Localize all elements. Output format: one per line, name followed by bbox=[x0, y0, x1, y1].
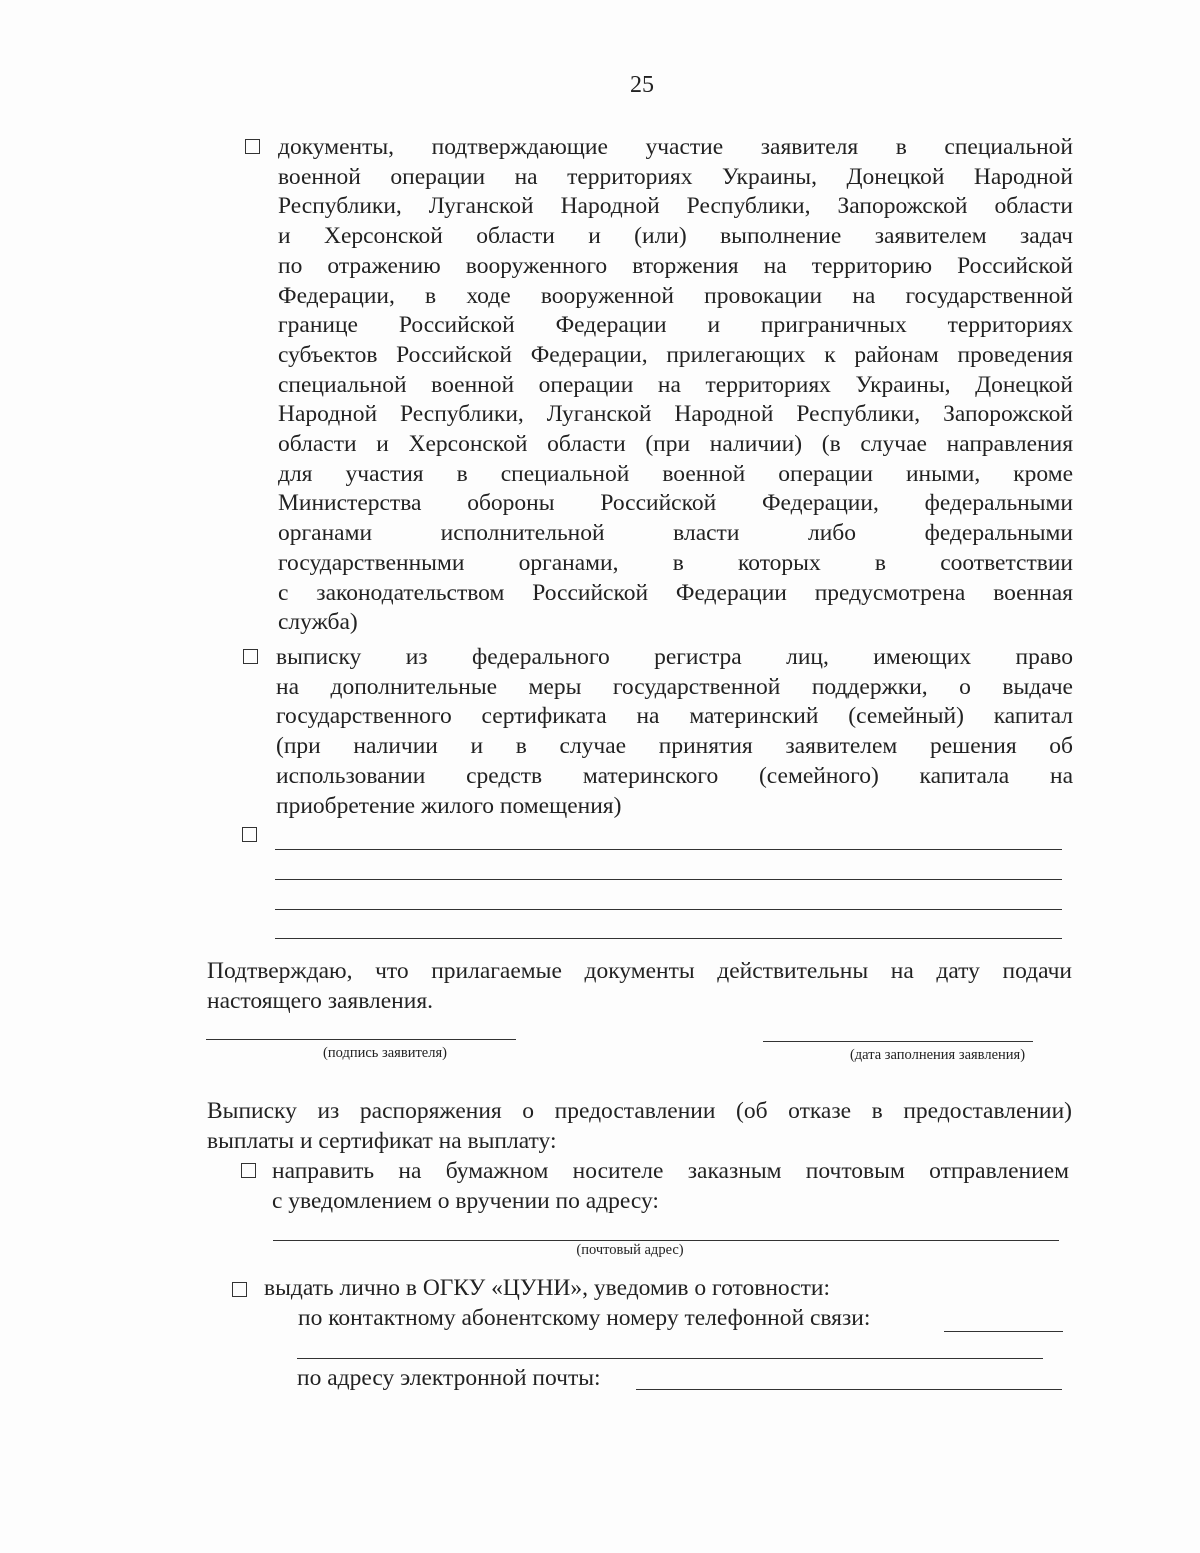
checkbox-maternity-capital-extract[interactable] bbox=[243, 649, 258, 664]
checkbox-participation-documents[interactable] bbox=[245, 139, 260, 154]
text-line: (при наличии и в случае принятия заявителем решения об bbox=[276, 733, 1073, 760]
text-line: настоящего заявления. bbox=[207, 987, 434, 1014]
text-line: органами исполнительной власти либо федеральными bbox=[278, 520, 1073, 547]
email-field-line[interactable] bbox=[636, 1389, 1062, 1390]
text-line: Подтверждаю, что прилагаемые документы действительны на дату подачи bbox=[207, 958, 1072, 984]
text-line: с уведомлением о вручении по адресу: bbox=[272, 1187, 659, 1214]
date-caption: (дата заполнения заявления) bbox=[849, 1047, 1026, 1063]
postal-address-caption: (почтовый адрес) bbox=[576, 1242, 684, 1258]
confirmation-paragraph bbox=[207, 957, 1072, 1016]
option-send-by-mail bbox=[272, 1157, 1069, 1216]
text-line: области и Херсонской области (при наличии) (в случае направления bbox=[278, 431, 1073, 458]
text-line: по отражению вооруженного вторжения на территорию Российской bbox=[278, 252, 1073, 279]
text-line: военной операции на территориях Украины, Донецкой Народной bbox=[278, 163, 1073, 190]
signature-field-line[interactable] bbox=[206, 1039, 516, 1040]
text-line: использовании средств материнского (семейного) капитала на bbox=[276, 762, 1073, 789]
text-line: и Херсонской области и (или) выполнение заявителем задач bbox=[278, 223, 1073, 250]
text-line: государственными органами, в которых в соответствии bbox=[278, 549, 1073, 576]
text-line: служба) bbox=[278, 609, 358, 636]
checkbox-other-document[interactable] bbox=[242, 827, 257, 842]
extract-paragraph bbox=[207, 1097, 1072, 1156]
text-line: выписку из федерального регистра лиц, имеющих право bbox=[276, 644, 1073, 670]
phone-label: по контактному абонентскому номеру телефонной связи: bbox=[298, 1305, 871, 1331]
page-number: 25 bbox=[630, 72, 654, 98]
other-document-field-line-1[interactable] bbox=[275, 849, 1062, 850]
checkbox-send-by-mail[interactable] bbox=[241, 1163, 256, 1178]
text-line: Выписку из распоряжения о предоставлении (об отказе в предоставлении) bbox=[207, 1098, 1072, 1124]
other-document-field-line-4[interactable] bbox=[275, 938, 1062, 939]
signature-caption: (подпись заявителя) bbox=[323, 1045, 447, 1061]
text-line: на дополнительные меры государственной поддержки, о выдаче bbox=[276, 673, 1073, 700]
item-maternity-capital-extract bbox=[276, 643, 1073, 821]
text-line: приобретение жилого помещения) bbox=[276, 792, 622, 819]
email-label: по адресу электронной почты: bbox=[297, 1365, 601, 1391]
text-line: для участия в специальной военной операции иными, кроме bbox=[278, 460, 1073, 487]
text-line: Республики, Луганской Народной Республики, Запорожской области bbox=[278, 193, 1073, 220]
postal-address-field-line[interactable] bbox=[273, 1240, 1059, 1241]
text-line: документы, подтверждающие участие заявителя в специальной bbox=[278, 134, 1073, 160]
text-line: с законодательством Российской Федерации предусмотрена военная bbox=[278, 579, 1073, 606]
text-line: государственного сертификата на материнский (семейный) капитал bbox=[276, 703, 1073, 730]
phone-field-line-2[interactable] bbox=[297, 1358, 1043, 1359]
text-line: выплаты и сертификат на выплату: bbox=[207, 1127, 557, 1154]
text-line: границе Российской Федерации и приграничных территориях bbox=[278, 312, 1073, 339]
date-field-line[interactable] bbox=[763, 1041, 1033, 1042]
text-line: Народной Республики, Луганской Народной Республики, Запорожской bbox=[278, 401, 1073, 428]
checkbox-issue-in-person[interactable] bbox=[232, 1282, 247, 1297]
text-line: специальной военной операции на территориях Украины, Донецкой bbox=[278, 371, 1073, 398]
other-document-field-line-2[interactable] bbox=[275, 879, 1062, 880]
other-document-field-line-3[interactable] bbox=[275, 909, 1062, 910]
option-issue-in-person-label: выдать лично в ОГКУ «ЦУНИ», уведомив о готовности: bbox=[264, 1275, 831, 1301]
text-line: Федерации, в ходе вооруженной провокации на государственной bbox=[278, 282, 1073, 309]
text-line: направить на бумажном носителе заказным почтовым отправлением bbox=[272, 1158, 1069, 1184]
text-line: субъектов Российской Федерации, прилегающих к районам проведения bbox=[278, 341, 1073, 368]
phone-field-line-1[interactable] bbox=[944, 1331, 1063, 1332]
text-line: Министерства обороны Российской Федерации, федеральными bbox=[278, 490, 1073, 517]
item-participation-documents bbox=[278, 133, 1073, 638]
